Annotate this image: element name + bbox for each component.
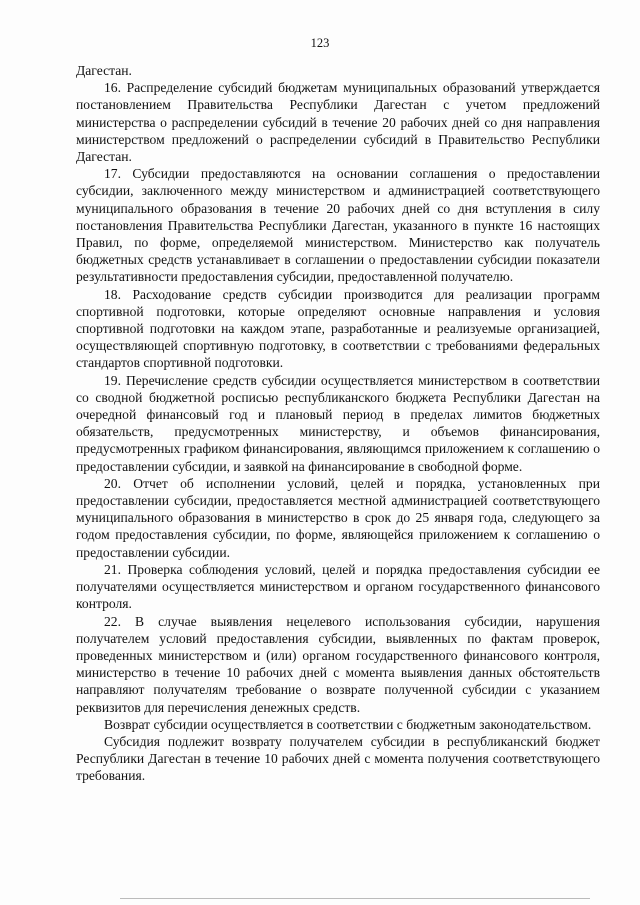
paragraph-20: 20. Отчет об исполнении условий, целей и порядка, установленных при предоставлении субсидии, предоставляется местной администрацией соответствующего муниципального образования в министерство в срок до 25 января года, следующего за годом предоставления субсидии, по форме, являющейся приложением к соглашению о предоставлении субсидии. — [76, 475, 600, 560]
paragraph-refund-legislation: Возврат субсидии осуществляется в соответствии с бюджетным законодательством. — [104, 716, 592, 732]
paragraph-refund-deadline: Субсидия подлежит возврату получателем субсидии в республиканский бюджет Республики Дагестан в течение 10 рабочих дней с момента получения соответствующего требования. — [76, 733, 600, 784]
scan-edge-line — [120, 898, 590, 899]
paragraph-22: 22. В случае выявления нецелевого использования субсидии, нарушения получателем условий предоставления субсидии, выявленных по фактам проверок, проведенных министерством и (или) органом государственного финансового контроля, министерство в течение 10 рабочих дней с момента выявления данных обстоятельств направляют получателям требование о возврате полученной субсидии с указанием реквизитов для перечисления денежных средств. — [76, 613, 600, 715]
paragraph-17: 17. Субсидии предоставляются на основании соглашения о предоставлении субсидии, заключенного между министерством и администрацией соответствующего муниципального образования в течение 20 рабочих дней со дня вступления в силу постановления Правительства Республики Дагестан, указанного в пункте 16 настоящих Правил, по форме, определяемой министерством. Министерство как получатель бюджетных средств устанавливает в соглашении о предоставлении субсидии показатели результативности предоставления субсидии, предоставленной получателю. — [76, 166, 600, 285]
paragraph-19: 19. Перечисление средств субсидии осуществляется министерством в соответствии со сводной бюджетной росписью республиканского бюджета Республики Дагестан на очередной финансовый год и плановый период в пределах лимитов бюджетных обязательств, предусмотренных министерству, и объемов финансирования, предусмотренных графиком финансирования, являющимся приложением к соглашению о предоставлении субсидии, и заявкой на финансирование в свободной форме. — [76, 372, 600, 474]
document-body — [76, 62, 600, 785]
paragraph-18: 18. Расходование средств субсидии производится для реализации программ спортивной подготовки, которые определяют основные направления и условия спортивной подготовки на каждом этапе, разработанные и реализуемые организацией, осуществляющей спортивную подготовку, в соответствии с требованиями федеральных стандартов спортивной подготовки. — [76, 286, 600, 371]
paragraph-21: 21. Проверка соблюдения условий, целей и порядка предоставления субсидии ее получателями осуществляется министерством и органом государственного финансового контроля. — [76, 561, 600, 612]
page-number: 123 — [310, 36, 330, 50]
paragraph-16: 16. Распределение субсидий бюджетам муниципальных образований утверждается постановлением Правительства Республики Дагестан с учетом предложений министерства о распределении субсидий в течение 20 рабочих дней со дня направления министерством предложений о распределении субсидий в Правительство Республики Дагестан. — [76, 80, 600, 165]
paragraph-continuation: Дагестан. — [76, 63, 132, 78]
